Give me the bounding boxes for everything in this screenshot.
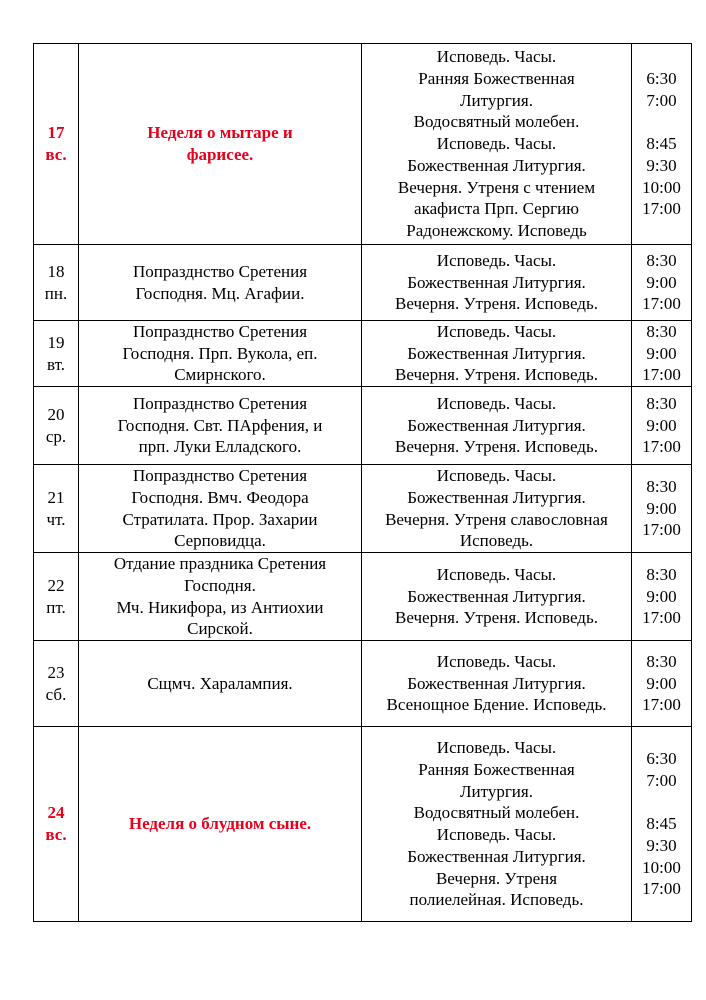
text-line: Божественная Литургия.	[407, 272, 586, 292]
schedule-row	[34, 465, 692, 553]
text-line: 8:30	[646, 652, 677, 672]
feast-cell	[79, 553, 362, 641]
text-line: 7:00	[646, 770, 677, 790]
text-line: 9:00	[646, 272, 677, 292]
services-cell	[362, 44, 632, 245]
schedule-row	[34, 641, 692, 727]
text-line: вт.	[46, 354, 65, 374]
text-line: Господня. Вмч. Феодора	[131, 487, 309, 507]
day-cell	[34, 245, 79, 321]
text-line: Исповедь.	[459, 531, 534, 551]
text-line: Вечерня. Утреня с чтением	[397, 177, 596, 197]
day-cell	[34, 44, 79, 245]
times-cell	[632, 727, 692, 922]
text-line: Исповедь. Часы.	[436, 738, 557, 758]
text-line: сб.	[45, 684, 67, 704]
text-line: 8:30	[646, 565, 677, 585]
text-line: Попразднство Сретения	[132, 466, 308, 486]
text-line: Божественная Литургия.	[407, 343, 586, 363]
services-cell	[362, 641, 632, 727]
text-line: 17	[47, 123, 65, 143]
feast-cell	[79, 44, 362, 245]
schedule-table	[33, 43, 692, 922]
text-line: 9:00	[646, 343, 677, 363]
text-line: Водосвятный молебен.	[413, 803, 580, 823]
day-cell	[34, 553, 79, 641]
text-line: 9:00	[646, 415, 677, 435]
text-line: Попразднство Сретения	[132, 261, 308, 281]
times-cell	[632, 641, 692, 727]
day-cell	[34, 727, 79, 922]
text-line: Литургия.	[460, 90, 533, 110]
text-line: 10:00	[642, 857, 681, 877]
text-line: полиелейная. Исповедь.	[409, 890, 584, 910]
text-line: Господня.	[184, 575, 256, 595]
text-line: Вечерня. Утреня славословная	[385, 509, 608, 529]
empty-line	[634, 792, 689, 814]
empty-line	[634, 111, 689, 133]
text-line: Радонежскому. Исповедь	[406, 220, 587, 240]
feast-cell	[79, 465, 362, 553]
text-line: Исповедь. Часы.	[436, 250, 557, 270]
text-line: 19	[47, 332, 65, 352]
times-cell	[632, 245, 692, 321]
text-line: Исповедь. Часы.	[436, 394, 557, 414]
text-line: 18	[47, 261, 65, 281]
text-line: Божественная Литургия.	[407, 673, 586, 693]
feast-cell	[79, 321, 362, 387]
text-line: Божественная Литургия.	[407, 586, 586, 606]
text-line: Литургия.	[460, 781, 533, 801]
feast-cell	[79, 245, 362, 321]
text-line: Ранняя Божественная	[418, 760, 575, 779]
services-cell	[362, 387, 632, 465]
text-line: Божественная Литургия.	[407, 415, 586, 435]
text-line: 23	[47, 662, 65, 682]
schedule-row	[34, 553, 692, 641]
text-line: Вечерня. Утреня. Исповедь.	[395, 294, 598, 314]
text-line: вс.	[45, 145, 67, 164]
text-line: 9:00	[646, 498, 677, 518]
text-line: Исповедь. Часы.	[436, 652, 557, 672]
text-line: Стратилата. Прор. Захарии	[122, 509, 318, 529]
text-line: Мч. Никифора, из Антиохии	[116, 597, 324, 617]
day-cell	[34, 465, 79, 553]
text-line: Попразднство Сретения	[132, 394, 308, 414]
text-line: 17:00	[642, 608, 681, 628]
text-line: чт.	[46, 509, 66, 529]
services-cell	[362, 553, 632, 641]
schedule-row	[34, 44, 692, 245]
text-line: Сирской.	[187, 619, 253, 639]
text-line: Водосвятный молебен.	[413, 112, 580, 132]
text-line: 17:00	[642, 437, 681, 457]
text-line: прп. Луки Елладского.	[138, 437, 302, 457]
text-line: 17:00	[642, 695, 681, 715]
services-cell	[362, 727, 632, 922]
services-cell	[362, 245, 632, 321]
text-line: 22	[47, 575, 65, 595]
text-line: Вечерня. Утреня. Исповедь.	[395, 437, 598, 457]
text-line: Божественная Литургия.	[407, 846, 586, 866]
text-line: Исповедь. Часы.	[436, 47, 557, 67]
text-line: Вечерня. Утреня	[435, 868, 558, 888]
times-cell	[632, 387, 692, 465]
text-line: 6:30	[646, 749, 677, 769]
text-line: 20	[47, 404, 65, 424]
text-line: 10:00	[642, 177, 681, 197]
text-line: 24	[47, 803, 65, 823]
text-line: пн.	[44, 283, 68, 303]
text-line: 9:30	[646, 835, 677, 855]
text-line: 17:00	[642, 199, 681, 219]
text-line: Сщмч. Харалампия.	[147, 673, 293, 693]
text-line: Исповедь. Часы.	[436, 825, 557, 845]
text-line: Господня. Прп. Вукола, еп.	[122, 343, 318, 363]
text-line: 7:00	[646, 90, 677, 110]
text-line: 9:30	[646, 155, 677, 175]
text-line: пт.	[46, 597, 66, 617]
text-line: 8:30	[646, 322, 677, 341]
text-line: Исповедь. Часы.	[436, 322, 557, 341]
text-line: 8:30	[646, 477, 677, 497]
text-line: Попразднство Сретения	[132, 322, 308, 341]
feast-cell	[79, 641, 362, 727]
text-line: Отдание праздника Сретения	[113, 554, 327, 574]
text-line: 8:45	[646, 814, 677, 834]
text-line: Неделя о блудном сыне.	[128, 814, 312, 834]
feast-cell	[79, 387, 362, 465]
day-cell	[34, 641, 79, 727]
text-line: Исповедь. Часы.	[436, 466, 557, 486]
text-line: 17:00	[642, 294, 681, 314]
schedule-row	[34, 321, 692, 387]
text-line: вс.	[45, 825, 67, 845]
text-line: Вечерня. Утреня. Исповедь.	[395, 365, 598, 385]
text-line: акафиста Прп. Сергию	[414, 199, 579, 219]
text-line: Исповедь. Часы.	[436, 565, 557, 585]
day-cell	[34, 387, 79, 465]
services-cell	[362, 465, 632, 553]
text-line: 21	[47, 487, 65, 507]
text-line: фарисее.	[186, 145, 254, 164]
text-line: 8:30	[646, 394, 677, 414]
text-line: Ранняя Божественная	[418, 69, 575, 89]
text-line: ср.	[45, 426, 67, 446]
schedule-row	[34, 387, 692, 465]
text-line: 17:00	[642, 520, 681, 540]
services-cell	[362, 321, 632, 387]
text-line: 8:30	[646, 250, 677, 270]
text-line: Всенощное Бдение. Исповедь.	[386, 695, 607, 715]
text-line: 6:30	[646, 69, 677, 89]
text-line: Серповидца.	[174, 531, 266, 551]
schedule-row	[34, 245, 692, 321]
times-cell	[632, 321, 692, 387]
times-cell	[632, 465, 692, 553]
text-line: 17:00	[642, 879, 681, 899]
day-cell	[34, 321, 79, 387]
text-line: Господня. Свт. ПАрфения, и	[117, 415, 323, 435]
text-line: Божественная Литургия.	[407, 487, 586, 507]
text-line: 9:00	[646, 586, 677, 606]
text-line: Смирнского.	[174, 365, 266, 385]
text-line: 9:00	[646, 673, 677, 693]
feast-cell	[79, 727, 362, 922]
text-line: 17:00	[642, 365, 681, 385]
text-line: 8:45	[646, 134, 677, 154]
text-line: Неделя о мытаре и	[147, 123, 293, 143]
times-cell	[632, 553, 692, 641]
text-line: Исповедь. Часы.	[436, 134, 557, 154]
times-cell	[632, 44, 692, 245]
schedule-body	[34, 44, 692, 922]
text-line: Божественная Литургия.	[407, 155, 586, 175]
schedule-row	[34, 727, 692, 922]
text-line: Вечерня. Утреня. Исповедь.	[395, 608, 598, 628]
text-line: Господня. Мц. Агафии.	[135, 283, 305, 303]
